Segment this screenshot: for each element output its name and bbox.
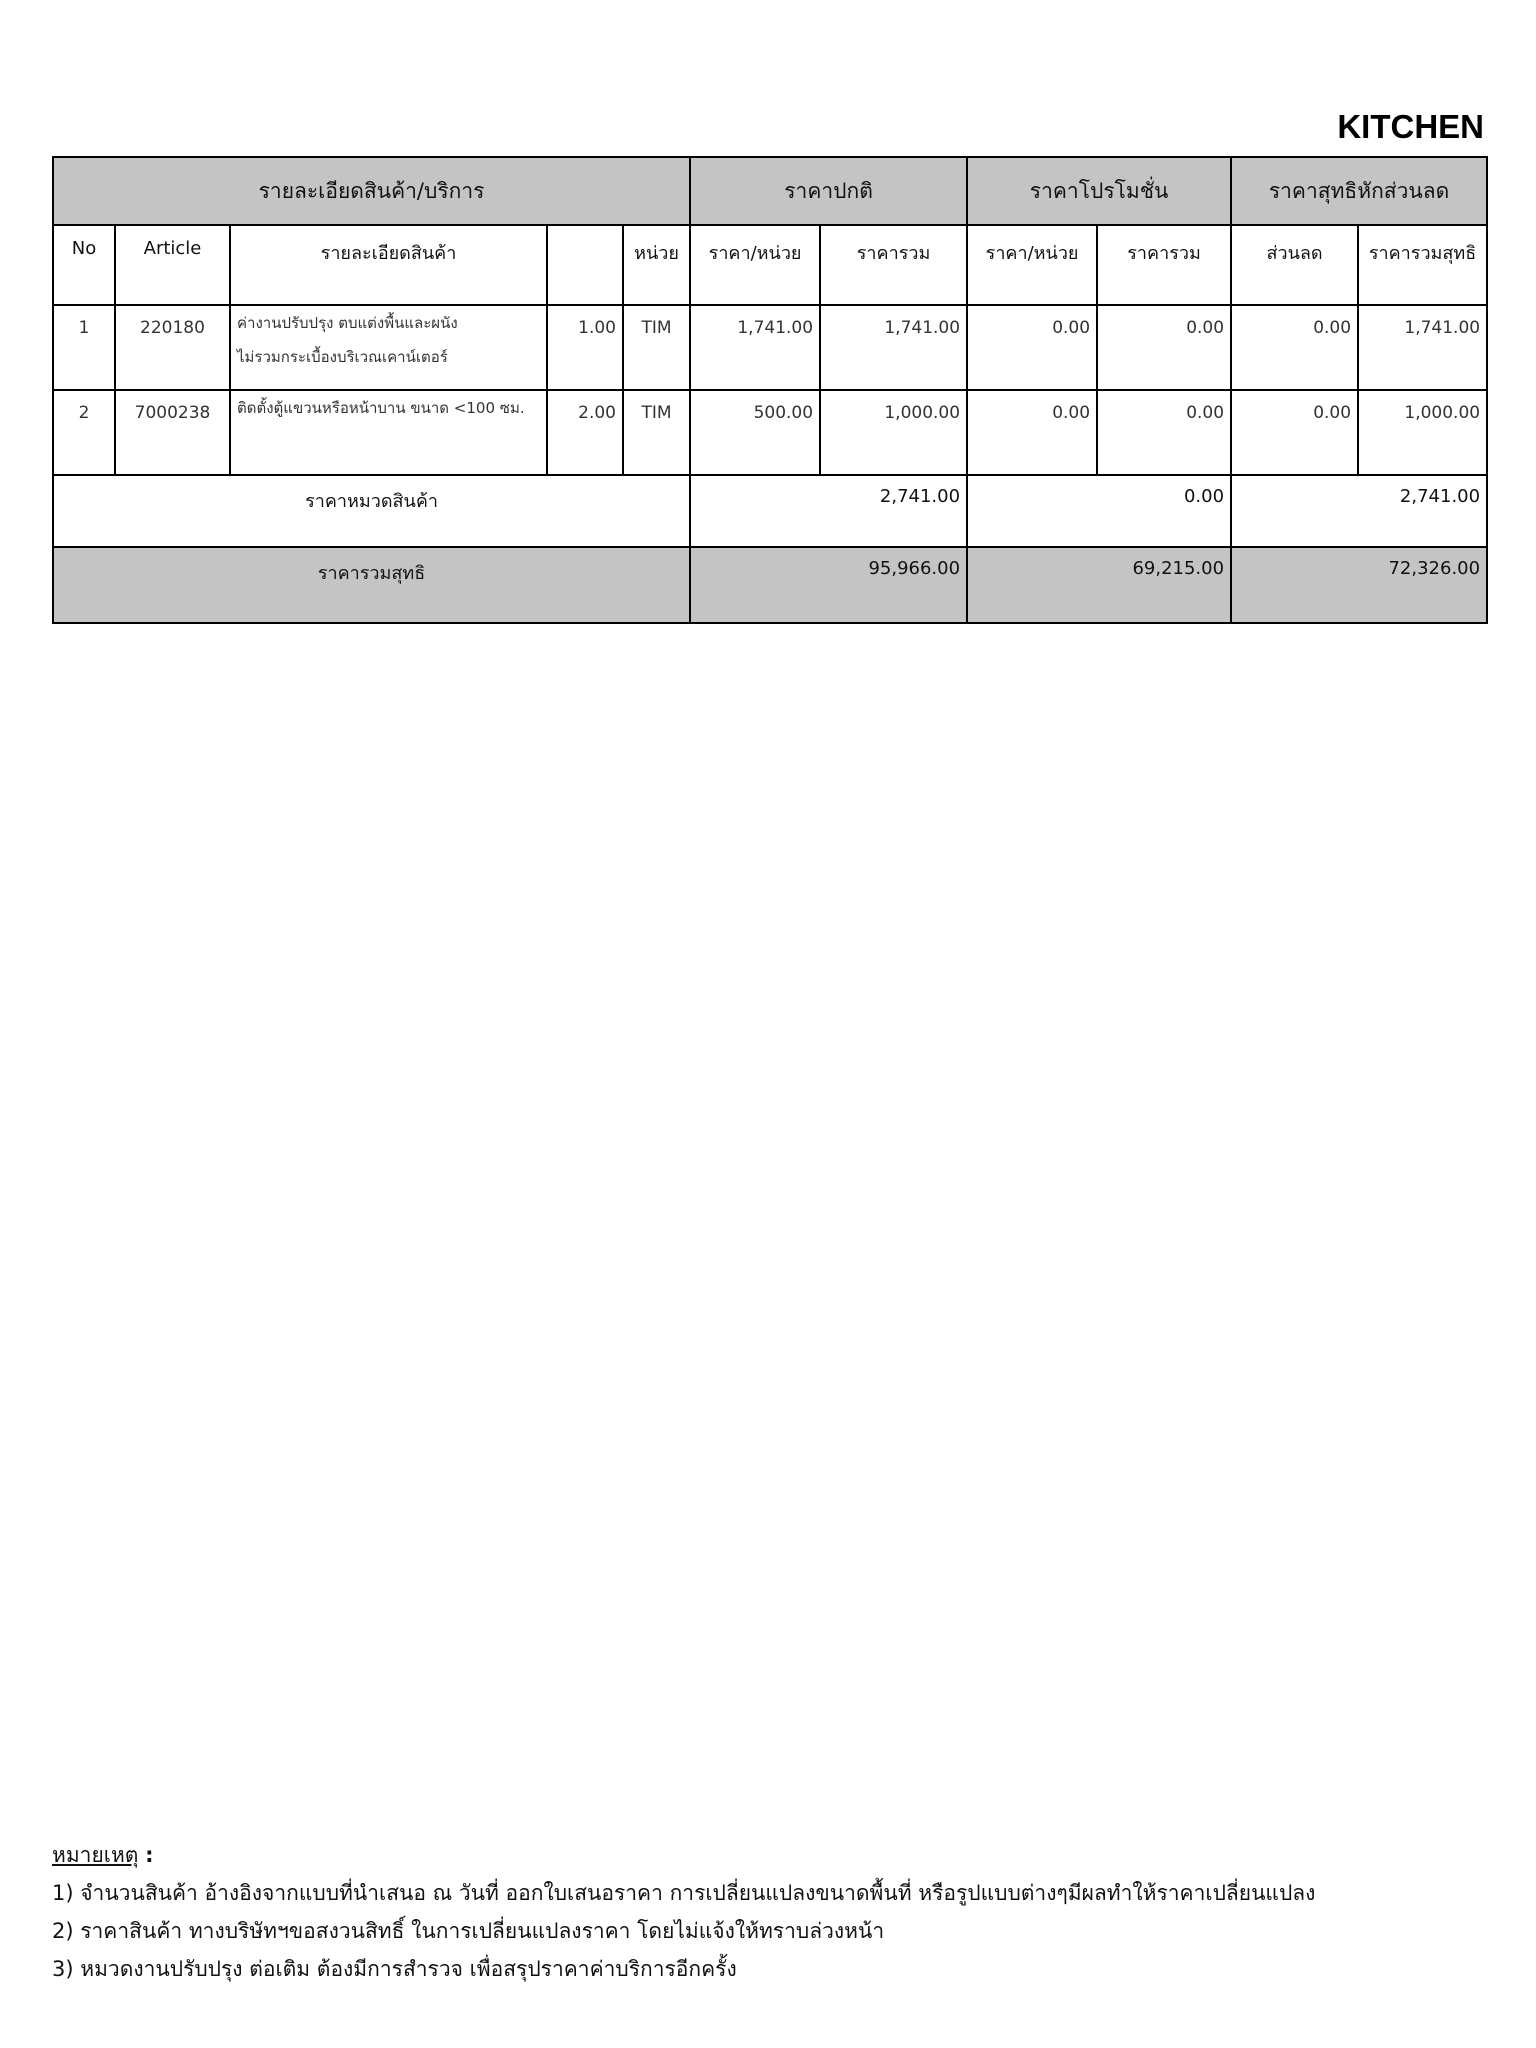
- column-header-no: No: [53, 225, 115, 305]
- group-header-regular-price: ราคาปกติ: [690, 157, 967, 225]
- category-total-regular: 2,741.00: [690, 475, 967, 547]
- notes-colon: :: [145, 1843, 154, 1867]
- row-promo-total: 0.00: [1097, 390, 1231, 475]
- note-item: 2) ราคาสินค้า ทางบริษัทฯขอสงวนสิทธิ์ ในการเปลี่ยนแปลงราคา โดยไม่แจ้งให้ทราบล่วงหน้า: [52, 1919, 885, 1943]
- column-header-unit: หน่วย: [623, 225, 690, 305]
- note-item: 3) หมวดงานปรับปรุง ต่อเติม ต้องมีการสำรวจ เพื่อสรุปราคาค่าบริการอีกครั้ง: [52, 1957, 737, 1981]
- column-header-discount: ส่วนลด: [1231, 225, 1358, 305]
- notes-heading: หมายเหตุ: [52, 1843, 139, 1867]
- column-header-article: Article: [115, 225, 230, 305]
- row-promo-total: 0.00: [1097, 305, 1231, 390]
- row-description: [230, 305, 547, 390]
- column-header-promo-total: ราคารวม: [1097, 225, 1231, 305]
- row-net-total: 1,741.00: [1358, 305, 1487, 390]
- row-unit: TIM: [623, 390, 690, 475]
- row-discount: 0.00: [1231, 305, 1358, 390]
- row-regular-unit-price: 1,741.00: [690, 305, 820, 390]
- group-header-row: [53, 157, 1487, 225]
- notes-section: [52, 1836, 1492, 1988]
- row-regular-unit-price: 500.00: [690, 390, 820, 475]
- row-regular-total: 1,000.00: [820, 390, 967, 475]
- grand-total-label: ราคารวมสุทธิ: [53, 547, 690, 623]
- row-article: 220180: [115, 305, 230, 390]
- row-description-line: ติดตั้งตู้แขวนหรือหน้าบาน ขนาด <100 ซม.: [237, 399, 525, 417]
- row-discount: 0.00: [1231, 390, 1358, 475]
- notes-header: [52, 1836, 1492, 1874]
- grand-total-net: 72,326.00: [1231, 547, 1487, 623]
- note-item: 1) จำนวนสินค้า อ้างอิงจากแบบที่นำเสนอ ณ วันที่ ออกใบเสนอราคา การเปลี่ยนแปลงขนาดพื้นที่ หรือรูปแบบต่างๆมีผลทำให้ราคาเปลี่ยนแปลง: [52, 1881, 1316, 1905]
- column-header-description: รายละเอียดสินค้า: [230, 225, 547, 305]
- row-regular-total: 1,741.00: [820, 305, 967, 390]
- grand-total-row: [53, 547, 1487, 623]
- row-unit: TIM: [623, 305, 690, 390]
- row-description-line: ค่างานปรับปรุง ตบแต่งพื้นและผนัง: [237, 314, 458, 332]
- page-title: KITCHEN: [1337, 108, 1484, 145]
- category-total-label: ราคาหมวดสินค้า: [53, 475, 690, 547]
- column-header-regular-unit-price: ราคา/หน่วย: [690, 225, 820, 305]
- row-description-line: ไม่รวมกระเบื้องบริเวณเคาน์เตอร์: [237, 348, 448, 366]
- row-qty: 2.00: [547, 390, 623, 475]
- quotation-table: [52, 156, 1488, 624]
- column-header-promo-unit-price: ราคา/หน่วย: [967, 225, 1097, 305]
- category-total-promo: 0.00: [967, 475, 1231, 547]
- row-description: [230, 390, 547, 475]
- row-net-total: 1,000.00: [1358, 390, 1487, 475]
- grand-total-regular: 95,966.00: [690, 547, 967, 623]
- grand-total-promo: 69,215.00: [967, 547, 1231, 623]
- row-promo-unit-price: 0.00: [967, 305, 1097, 390]
- row-qty: 1.00: [547, 305, 623, 390]
- column-header-net-total: ราคารวมสุทธิ: [1358, 225, 1487, 305]
- category-total-net: 2,741.00: [1231, 475, 1487, 547]
- row-article: 7000238: [115, 390, 230, 475]
- group-header-net-price: ราคาสุทธิหักส่วนลด: [1231, 157, 1487, 225]
- row-no: 2: [53, 390, 115, 475]
- column-header-row: [53, 225, 1487, 305]
- table-row: [53, 390, 1487, 475]
- table-row: [53, 305, 1487, 390]
- row-promo-unit-price: 0.00: [967, 390, 1097, 475]
- group-header-promo-price: ราคาโปรโมชั่น: [967, 157, 1231, 225]
- column-header-regular-total: ราคารวม: [820, 225, 967, 305]
- group-header-details: รายละเอียดสินค้า/บริการ: [53, 157, 690, 225]
- category-total-row: [53, 475, 1487, 547]
- column-header-qty: [547, 225, 623, 305]
- row-no: 1: [53, 305, 115, 390]
